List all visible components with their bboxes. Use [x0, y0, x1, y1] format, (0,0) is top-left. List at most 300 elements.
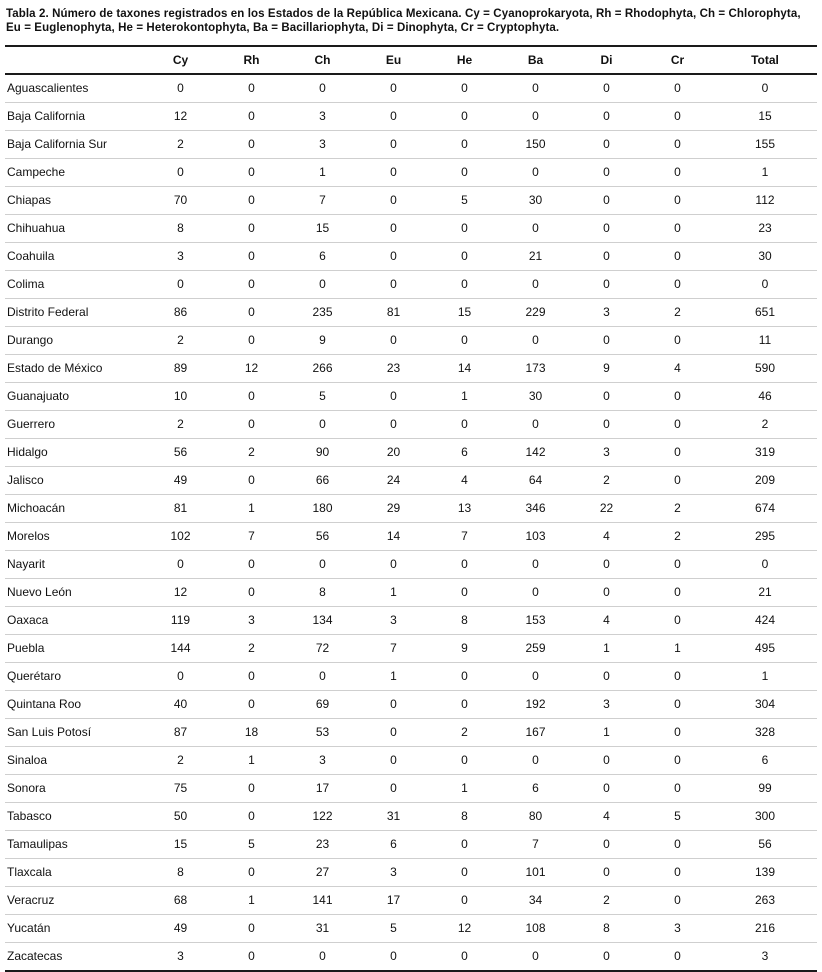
value-cell: 119 [145, 606, 216, 634]
value-cell: 3 [571, 438, 642, 466]
value-cell: 0 [429, 746, 500, 774]
value-cell: 3 [571, 690, 642, 718]
value-cell: 0 [390, 949, 397, 964]
table-row [5, 802, 817, 830]
state-cell: Veracruz [5, 886, 145, 914]
value-cell: 150 [500, 130, 571, 158]
value-cell: 0 [461, 949, 468, 964]
state-cell: Hidalgo [5, 438, 145, 466]
value-cell: 2 [145, 410, 216, 438]
value-cell: 0 [145, 74, 216, 103]
value-cell: 0 [216, 242, 287, 270]
value-cell: 0 [358, 550, 429, 578]
value-cell: 153 [500, 606, 571, 634]
table-row [5, 942, 817, 971]
value-cell: 24 [358, 466, 429, 494]
total-cell: 46 [713, 382, 817, 410]
state-cell: Chihuahua [5, 214, 145, 242]
value-cell: 0 [287, 270, 358, 298]
header-he: He [429, 46, 500, 74]
value-cell: 0 [642, 578, 713, 606]
value-cell: 49 [145, 914, 216, 942]
table-row [5, 270, 817, 298]
header-ch: Ch [287, 46, 358, 74]
value-cell: 0 [571, 774, 642, 802]
value-cell: 40 [145, 690, 216, 718]
table-row [5, 438, 817, 466]
value-cell: 142 [500, 438, 571, 466]
value-cell: 192 [500, 690, 571, 718]
value-cell: 21 [500, 242, 571, 270]
value-cell: 1 [216, 886, 287, 914]
value-cell: 81 [358, 298, 429, 326]
value-cell: 0 [642, 886, 713, 914]
state-cell: Nuevo León [5, 578, 145, 606]
value-cell: 0 [500, 746, 571, 774]
table-row [5, 130, 817, 158]
value-cell: 0 [642, 858, 713, 886]
value-cell: 0 [642, 830, 713, 858]
value-cell: 29 [358, 494, 429, 522]
value-cell: 14 [358, 522, 429, 550]
value-cell: 2 [145, 130, 216, 158]
value-cell: 0 [358, 746, 429, 774]
value-cell: 0 [358, 270, 429, 298]
total-cell: 6 [713, 746, 817, 774]
value-cell: 0 [532, 949, 539, 964]
table-header [5, 46, 817, 74]
value-cell: 22 [571, 494, 642, 522]
value-cell: 0 [642, 438, 713, 466]
value-cell: 0 [500, 550, 571, 578]
value-cell: 3 [287, 102, 358, 130]
total-cell: 424 [713, 606, 817, 634]
value-cell: 1 [216, 746, 287, 774]
value-cell: 0 [358, 690, 429, 718]
value-cell: 2 [145, 326, 216, 354]
value-cell: 89 [145, 354, 216, 382]
value-cell: 8 [429, 802, 500, 830]
value-cell: 3 [358, 858, 429, 886]
state-cell: Estado de México [5, 354, 145, 382]
total-cell: 99 [713, 774, 817, 802]
total-cell: 590 [713, 354, 817, 382]
total-cell: 1 [713, 158, 817, 186]
total-cell: 0 [713, 550, 817, 578]
value-cell: 1 [642, 634, 713, 662]
total-cell: 304 [713, 690, 817, 718]
value-cell: 0 [500, 326, 571, 354]
value-cell: 7 [358, 634, 429, 662]
header-di: Di [571, 46, 642, 74]
value-cell: 235 [287, 298, 358, 326]
value-cell: 20 [358, 438, 429, 466]
value-cell: 103 [500, 522, 571, 550]
value-cell: 5 [642, 802, 713, 830]
table-row [5, 158, 817, 186]
value-cell: 17 [358, 886, 429, 914]
total-cell: 0 [713, 74, 817, 103]
value-cell: 122 [287, 802, 358, 830]
header-cy: Cy [145, 46, 216, 74]
value-cell: 0 [429, 662, 500, 690]
value-cell: 0 [358, 774, 429, 802]
value-cell: 3 [287, 130, 358, 158]
value-cell: 0 [429, 410, 500, 438]
value-cell: 70 [145, 186, 216, 214]
state-cell: Campeche [5, 158, 145, 186]
state-cell: Zacatecas [7, 949, 63, 964]
total-cell: 300 [713, 802, 817, 830]
value-cell: 0 [216, 270, 287, 298]
value-cell: 0 [642, 158, 713, 186]
table-row [5, 858, 817, 886]
value-cell: 3 [177, 949, 184, 964]
value-cell: 3 [287, 746, 358, 774]
value-cell: 0 [429, 550, 500, 578]
table-row [5, 774, 817, 802]
value-cell: 0 [216, 298, 287, 326]
value-cell: 0 [642, 466, 713, 494]
value-cell: 0 [642, 270, 713, 298]
table-row [5, 410, 817, 438]
value-cell: 8 [429, 606, 500, 634]
table-row [5, 830, 817, 858]
table-row [5, 690, 817, 718]
value-cell: 3 [216, 606, 287, 634]
table-row [5, 886, 817, 914]
value-cell: 0 [571, 550, 642, 578]
value-cell: 15 [429, 298, 500, 326]
value-cell: 18 [216, 718, 287, 746]
table-row [5, 522, 817, 550]
value-cell: 0 [571, 858, 642, 886]
value-cell: 0 [358, 214, 429, 242]
state-cell: Chiapas [5, 186, 145, 214]
value-cell: 6 [287, 242, 358, 270]
value-cell: 34 [500, 886, 571, 914]
value-cell: 0 [642, 186, 713, 214]
value-cell: 0 [642, 382, 713, 410]
value-cell: 56 [287, 522, 358, 550]
value-cell: 0 [216, 158, 287, 186]
table-row [5, 718, 817, 746]
value-cell: 0 [571, 830, 642, 858]
value-cell: 3 [145, 242, 216, 270]
value-cell: 1 [358, 662, 429, 690]
value-cell: 266 [287, 354, 358, 382]
table-row [5, 746, 817, 774]
state-cell: Tlaxcala [5, 858, 145, 886]
value-cell: 2 [145, 746, 216, 774]
header-rh: Rh [216, 46, 287, 74]
value-cell: 0 [248, 949, 255, 964]
value-cell: 144 [145, 634, 216, 662]
value-cell: 10 [145, 382, 216, 410]
value-cell: 0 [287, 662, 358, 690]
value-cell: 0 [642, 74, 713, 103]
value-cell: 0 [287, 74, 358, 103]
value-cell: 0 [642, 606, 713, 634]
state-cell: Distrito Federal [5, 298, 145, 326]
value-cell: 0 [603, 949, 610, 964]
value-cell: 0 [216, 102, 287, 130]
value-cell: 53 [287, 718, 358, 746]
value-cell: 1 [429, 382, 500, 410]
state-cell: Jalisco [5, 466, 145, 494]
value-cell: 6 [358, 830, 429, 858]
table-row [5, 326, 817, 354]
value-cell: 12 [145, 102, 216, 130]
value-cell: 4 [571, 802, 642, 830]
value-cell: 69 [287, 690, 358, 718]
value-cell: 0 [500, 74, 571, 103]
value-cell: 0 [216, 550, 287, 578]
value-cell: 12 [429, 914, 500, 942]
total-cell: 30 [713, 242, 817, 270]
value-cell: 7 [216, 522, 287, 550]
table-row [5, 914, 817, 942]
value-cell: 0 [642, 774, 713, 802]
value-cell: 0 [642, 662, 713, 690]
value-cell: 12 [216, 354, 287, 382]
value-cell: 0 [358, 130, 429, 158]
value-cell: 1 [571, 718, 642, 746]
state-cell: San Luis Potosí [5, 718, 145, 746]
value-cell: 5 [287, 382, 358, 410]
value-cell: 0 [216, 662, 287, 690]
value-cell: 0 [642, 130, 713, 158]
value-cell: 0 [500, 662, 571, 690]
value-cell: 0 [429, 886, 500, 914]
header-cr: Cr [642, 46, 713, 74]
state-cell: Colima [5, 270, 145, 298]
value-cell: 0 [674, 949, 681, 964]
value-cell: 0 [216, 186, 287, 214]
value-cell: 0 [571, 214, 642, 242]
table-row [5, 466, 817, 494]
table-row [5, 662, 817, 690]
table-row [5, 74, 817, 103]
value-cell: 141 [287, 886, 358, 914]
value-cell: 0 [145, 550, 216, 578]
value-cell: 7 [500, 830, 571, 858]
state-cell: Michoacán [5, 494, 145, 522]
value-cell: 0 [571, 270, 642, 298]
value-cell: 50 [145, 802, 216, 830]
value-cell: 0 [145, 662, 216, 690]
value-cell: 0 [429, 270, 500, 298]
value-cell: 0 [500, 158, 571, 186]
value-cell: 0 [500, 578, 571, 606]
value-cell: 0 [429, 242, 500, 270]
value-cell: 31 [358, 802, 429, 830]
header-state [5, 46, 145, 74]
value-cell: 5 [216, 830, 287, 858]
table-row [5, 102, 817, 130]
value-cell: 5 [358, 914, 429, 942]
state-cell: Durango [5, 326, 145, 354]
value-cell: 2 [429, 718, 500, 746]
value-cell: 0 [571, 186, 642, 214]
value-cell: 0 [500, 410, 571, 438]
value-cell: 7 [287, 186, 358, 214]
state-cell: Tabasco [5, 802, 145, 830]
value-cell: 0 [571, 102, 642, 130]
value-cell: 81 [145, 494, 216, 522]
value-cell: 0 [500, 270, 571, 298]
value-cell: 0 [642, 746, 713, 774]
header-total: Total [713, 46, 817, 74]
table-row [5, 382, 817, 410]
value-cell: 0 [319, 949, 326, 964]
value-cell: 0 [216, 858, 287, 886]
value-cell: 0 [145, 270, 216, 298]
value-cell: 0 [642, 690, 713, 718]
table-body [5, 74, 817, 971]
value-cell: 180 [287, 494, 358, 522]
value-cell: 1 [571, 634, 642, 662]
value-cell: 167 [500, 718, 571, 746]
value-cell: 8 [571, 914, 642, 942]
value-cell: 68 [145, 886, 216, 914]
value-cell: 2 [642, 298, 713, 326]
value-cell: 75 [145, 774, 216, 802]
value-cell: 0 [216, 914, 287, 942]
state-cell: Nayarit [5, 550, 145, 578]
total-cell: 263 [713, 886, 817, 914]
value-cell: 0 [216, 802, 287, 830]
value-cell: 15 [145, 830, 216, 858]
value-cell: 0 [571, 74, 642, 103]
total-cell: 139 [713, 858, 817, 886]
value-cell: 0 [642, 242, 713, 270]
value-cell: 5 [429, 186, 500, 214]
state-cell: Sonora [5, 774, 145, 802]
value-cell: 30 [500, 186, 571, 214]
table-row [5, 494, 817, 522]
value-cell: 14 [429, 354, 500, 382]
value-cell: 0 [358, 242, 429, 270]
value-cell: 9 [287, 326, 358, 354]
total-cell: 216 [713, 914, 817, 942]
value-cell: 0 [216, 74, 287, 103]
value-cell: 90 [287, 438, 358, 466]
value-cell: 86 [145, 298, 216, 326]
value-cell: 9 [571, 354, 642, 382]
table-row [5, 634, 817, 662]
value-cell: 0 [429, 214, 500, 242]
value-cell: 8 [287, 578, 358, 606]
total-cell: 155 [713, 130, 817, 158]
total-cell: 23 [713, 214, 817, 242]
total-cell: 328 [713, 718, 817, 746]
value-cell: 0 [571, 662, 642, 690]
value-cell: 13 [429, 494, 500, 522]
value-cell: 108 [500, 914, 571, 942]
table-row [5, 186, 817, 214]
state-cell: Baja California [5, 102, 145, 130]
value-cell: 173 [500, 354, 571, 382]
value-cell: 2 [571, 466, 642, 494]
value-cell: 0 [358, 186, 429, 214]
value-cell: 2 [571, 886, 642, 914]
value-cell: 0 [429, 130, 500, 158]
value-cell: 4 [571, 606, 642, 634]
state-cell: Querétaro [5, 662, 145, 690]
value-cell: 0 [642, 410, 713, 438]
value-cell: 8 [145, 214, 216, 242]
value-cell: 0 [429, 102, 500, 130]
value-cell: 0 [642, 214, 713, 242]
value-cell: 0 [642, 550, 713, 578]
value-cell: 6 [500, 774, 571, 802]
value-cell: 102 [145, 522, 216, 550]
value-cell: 1 [358, 578, 429, 606]
value-cell: 66 [287, 466, 358, 494]
value-cell: 7 [429, 522, 500, 550]
table-row [5, 606, 817, 634]
value-cell: 49 [145, 466, 216, 494]
value-cell: 0 [500, 102, 571, 130]
value-cell: 2 [642, 494, 713, 522]
value-cell: 2 [642, 522, 713, 550]
value-cell: 0 [429, 326, 500, 354]
table-row [5, 242, 817, 270]
table-row [5, 214, 817, 242]
value-cell: 0 [571, 130, 642, 158]
value-cell: 64 [500, 466, 571, 494]
value-cell: 80 [500, 802, 571, 830]
total-cell: 495 [713, 634, 817, 662]
value-cell: 27 [287, 858, 358, 886]
value-cell: 0 [287, 410, 358, 438]
table-row [5, 550, 817, 578]
total-cell: 209 [713, 466, 817, 494]
header-row [5, 46, 817, 74]
table-caption: Tabla 2. Número de taxones registrados en los Estados de la República Mexicana. Cy = Cyanoprokaryota, Rh = Rhodophyta, Ch = Chlorophyta, Eu = Euglenophyta, He = Heterokontophyta, Ba = Bacillariophyta, Di = Dinophyta, Cr = Cryptophyta. [6, 8, 801, 35]
value-cell: 72 [287, 634, 358, 662]
table-row [5, 578, 817, 606]
value-cell: 2 [216, 634, 287, 662]
value-cell: 1 [287, 158, 358, 186]
value-cell: 23 [287, 830, 358, 858]
state-cell: Aguascalientes [5, 74, 145, 103]
value-cell: 0 [358, 410, 429, 438]
value-cell: 0 [642, 102, 713, 130]
value-cell: 0 [571, 410, 642, 438]
value-cell: 0 [571, 382, 642, 410]
value-cell: 87 [145, 718, 216, 746]
value-cell: 0 [571, 746, 642, 774]
state-cell: Sinaloa [5, 746, 145, 774]
value-cell: 0 [216, 410, 287, 438]
value-cell: 9 [429, 634, 500, 662]
value-cell: 3 [358, 606, 429, 634]
total-cell: 651 [713, 298, 817, 326]
total-cell: 56 [713, 830, 817, 858]
value-cell: 0 [358, 382, 429, 410]
value-cell: 4 [642, 354, 713, 382]
value-cell: 0 [571, 578, 642, 606]
total-cell: 674 [713, 494, 817, 522]
value-cell: 0 [216, 466, 287, 494]
total-cell: 112 [713, 186, 817, 214]
total-cell: 295 [713, 522, 817, 550]
state-cell: Coahuila [5, 242, 145, 270]
state-cell: Tamaulipas [5, 830, 145, 858]
value-cell: 0 [429, 858, 500, 886]
